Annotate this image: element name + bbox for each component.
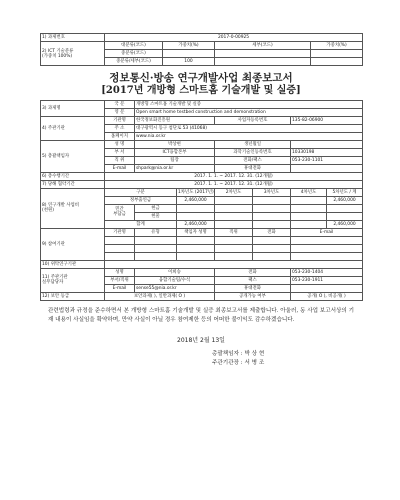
- budget-sum-head: 계: [352, 189, 357, 195]
- manager-email-key: E-mail: [105, 165, 135, 173]
- report-title-sub: [2017년 개방형 스마트홈 기술개발 및 실증]: [101, 85, 301, 96]
- manager-name-key: 성 명: [105, 141, 135, 149]
- manager-email: shpark@nia.or.kr: [135, 165, 215, 173]
- consign-label: 10) 위탁연구기관: [41, 260, 105, 268]
- budget-year-2: 2차년도: [215, 189, 253, 197]
- practical-name-key: 성명: [105, 268, 135, 276]
- budget-gov-key: 정부출연금: [105, 196, 177, 204]
- pledge-text: 관련법령과 규정을 준수하면서 본 개방형 스마트홈 기술개발 및 실증 최종보고서를 제출합니다. 아울러, 동 사업 보고서상의 기재 내용이 사실임을 확약하며, 만약 사실이 아닐 경우 참여제한 등의 어떠한 불이익도 감수하겠습니다.: [48, 307, 354, 323]
- manager-reg: 10330198: [291, 149, 363, 157]
- report-date: 2018년 2월 13일: [177, 336, 225, 344]
- participants-label: 9) 참여기관: [41, 228, 105, 260]
- project-number-value: 2017-0-00925: [105, 34, 363, 42]
- budget-gov-total: 2,460,000: [327, 196, 363, 204]
- org-home: www.nia.or.kr: [135, 133, 363, 141]
- project-info-table: [40, 100, 363, 301]
- org-head-signature: 주관기관장 : 서 병 조: [212, 359, 265, 366]
- contract-period: 2017. 1. 1. ~ 2017. 12. 31. (12개월): [105, 181, 363, 189]
- ict-class-label-a: 2) ICT 기술분류: [42, 48, 74, 54]
- budget-year-1: 1차년도 (2017년): [178, 189, 214, 195]
- ict-weight-value: 100: [163, 58, 215, 66]
- practical-label-a: 11) 주관기관: [42, 275, 68, 280]
- budget-sum-key: 합계: [105, 220, 177, 228]
- project-name-kor-key: 국 문: [105, 101, 135, 109]
- manager-tel: 053-230-1101: [291, 157, 363, 165]
- practical-label-b: 실무담당자: [42, 280, 64, 285]
- budget-gov-y1: 2,460,000: [177, 196, 215, 204]
- security-public-key: 공개가능 여부: [215, 292, 291, 300]
- project-name-kor: 개방형 스마트홈 기술개발 및 실증: [135, 101, 363, 109]
- budget-sum-total: 2,460,000: [327, 220, 363, 228]
- security-public-value: 공개( O ), 비공개( ): [291, 292, 363, 300]
- practical-mobile-key: 휴대전화: [215, 284, 291, 292]
- manager-reg-key: 과학기술인등록번호: [215, 149, 291, 157]
- budget-year-5: 5차년도: [332, 189, 348, 195]
- ict-class-label-b: (가중치 100%): [42, 53, 73, 59]
- org-home-key: 홈페이지: [105, 133, 135, 141]
- practical-dept: 융합기술팀/수석: [135, 276, 215, 284]
- budget-sum-y1: 2,460,000: [177, 220, 215, 228]
- ict-sub-code-label: 중분류/세부(코드): [105, 58, 163, 66]
- org-label: 4) 주관기관: [41, 117, 105, 141]
- org-name: 한국정보화진흥원: [135, 117, 215, 125]
- manager-birth-key: 생년월일: [215, 141, 291, 149]
- practical-tel: 053-230-1404: [291, 268, 363, 276]
- practical-fax: 053-230-1911: [291, 276, 363, 284]
- manager-mobile-key: 휴대전화: [215, 165, 291, 173]
- manager-label: 5) 총괄책임자: [41, 141, 105, 173]
- practical-fax-key: 팩스: [215, 276, 291, 284]
- manager-dept: ICT융합본부: [135, 149, 215, 157]
- participants-h4: 직위: [215, 228, 253, 236]
- ict-header-2: 가중치(%): [163, 42, 215, 50]
- contract-period-label: 7) 당해 협약기간: [41, 181, 105, 189]
- participants-h6: E-mail: [291, 228, 363, 236]
- participants-h1: 기관명: [105, 228, 135, 236]
- manager-name: 박상현: [135, 141, 215, 149]
- ict-header-1: 대분류(코드): [105, 42, 163, 50]
- project-name-label: 3) 과제명: [41, 101, 105, 117]
- org-addr: 대구광역시 동구 첨단로 53 (41068): [135, 125, 363, 133]
- participants-h2: 유형: [135, 228, 177, 236]
- practical-dept-key: 부서/직위: [105, 276, 135, 284]
- manager-tel-key: 전화/팩스: [215, 157, 291, 165]
- org-name-key: 기관명: [105, 117, 135, 125]
- manager-pos: 팀장: [135, 157, 215, 165]
- budget-year-4: 4차년도: [291, 189, 327, 197]
- project-code-table: [40, 33, 363, 66]
- project-name-eng-key: 영 문: [105, 109, 135, 117]
- budget-cash-key: 현금: [135, 204, 177, 212]
- ict-header-4: 가중치(%): [311, 42, 363, 50]
- report-title: [40, 72, 362, 97]
- budget-year-3: 3차년도: [253, 189, 291, 197]
- participants-h3: 책임자 성명: [177, 228, 215, 236]
- practical-email: sense55@nia.or.kr: [135, 284, 215, 292]
- budget-total-head: 5차년도 / 계: [327, 189, 363, 197]
- practical-name: 이희승: [135, 268, 215, 276]
- org-bizno-key: 사업자등록번호: [215, 117, 291, 125]
- manager-dept-key: 부 서: [105, 149, 135, 157]
- practical-label: [41, 268, 105, 292]
- manager-pos-key: 직 위: [105, 157, 135, 165]
- budget-label: [41, 189, 105, 229]
- signature-block: [40, 350, 362, 368]
- org-bizno: 135-82-06900: [291, 117, 363, 125]
- practical-email-key: E-mail: [105, 284, 135, 292]
- budget-label-text: 8) 연구개발 사업비: [42, 203, 79, 209]
- practical-tel-key: 전화: [215, 268, 291, 276]
- security-label: 12) 보안 등급: [41, 292, 105, 300]
- ict-header-3: 세부(코드): [215, 42, 311, 50]
- total-period-label: 6) 총수행기간: [41, 173, 105, 181]
- security-value: 보안과제( ), 일반과제( O ): [105, 292, 215, 300]
- budget-private-label-b: 부담금: [113, 212, 126, 217]
- budget-private-label-a: 민간: [115, 207, 124, 212]
- report-title-main: 정보통신·방송 연구개발사업 최종보고서: [109, 72, 293, 84]
- org-addr-key: 주 소: [105, 125, 135, 133]
- budget-private-label: [105, 204, 135, 220]
- ict-class-label: [41, 42, 105, 66]
- manager-signature: 총괄책임자 : 박 상 현: [212, 350, 265, 357]
- ict-mid-code-label: 중분류(코드): [105, 50, 163, 58]
- budget-unit: (천원): [42, 208, 54, 214]
- project-number-label: 1) 과제번호: [41, 34, 105, 42]
- budget-inkind-key: 현물: [135, 212, 177, 220]
- pledge-statement: [40, 301, 362, 325]
- budget-col-head: 구분: [105, 189, 177, 197]
- total-period: 2017. 1. 1. ~ 2017. 12. 31. (12개월): [105, 173, 363, 181]
- report-document: [40, 33, 362, 368]
- participants-h5: 전화: [253, 228, 291, 236]
- project-name-eng: Open smart home testbed construction and demonstration: [135, 109, 363, 117]
